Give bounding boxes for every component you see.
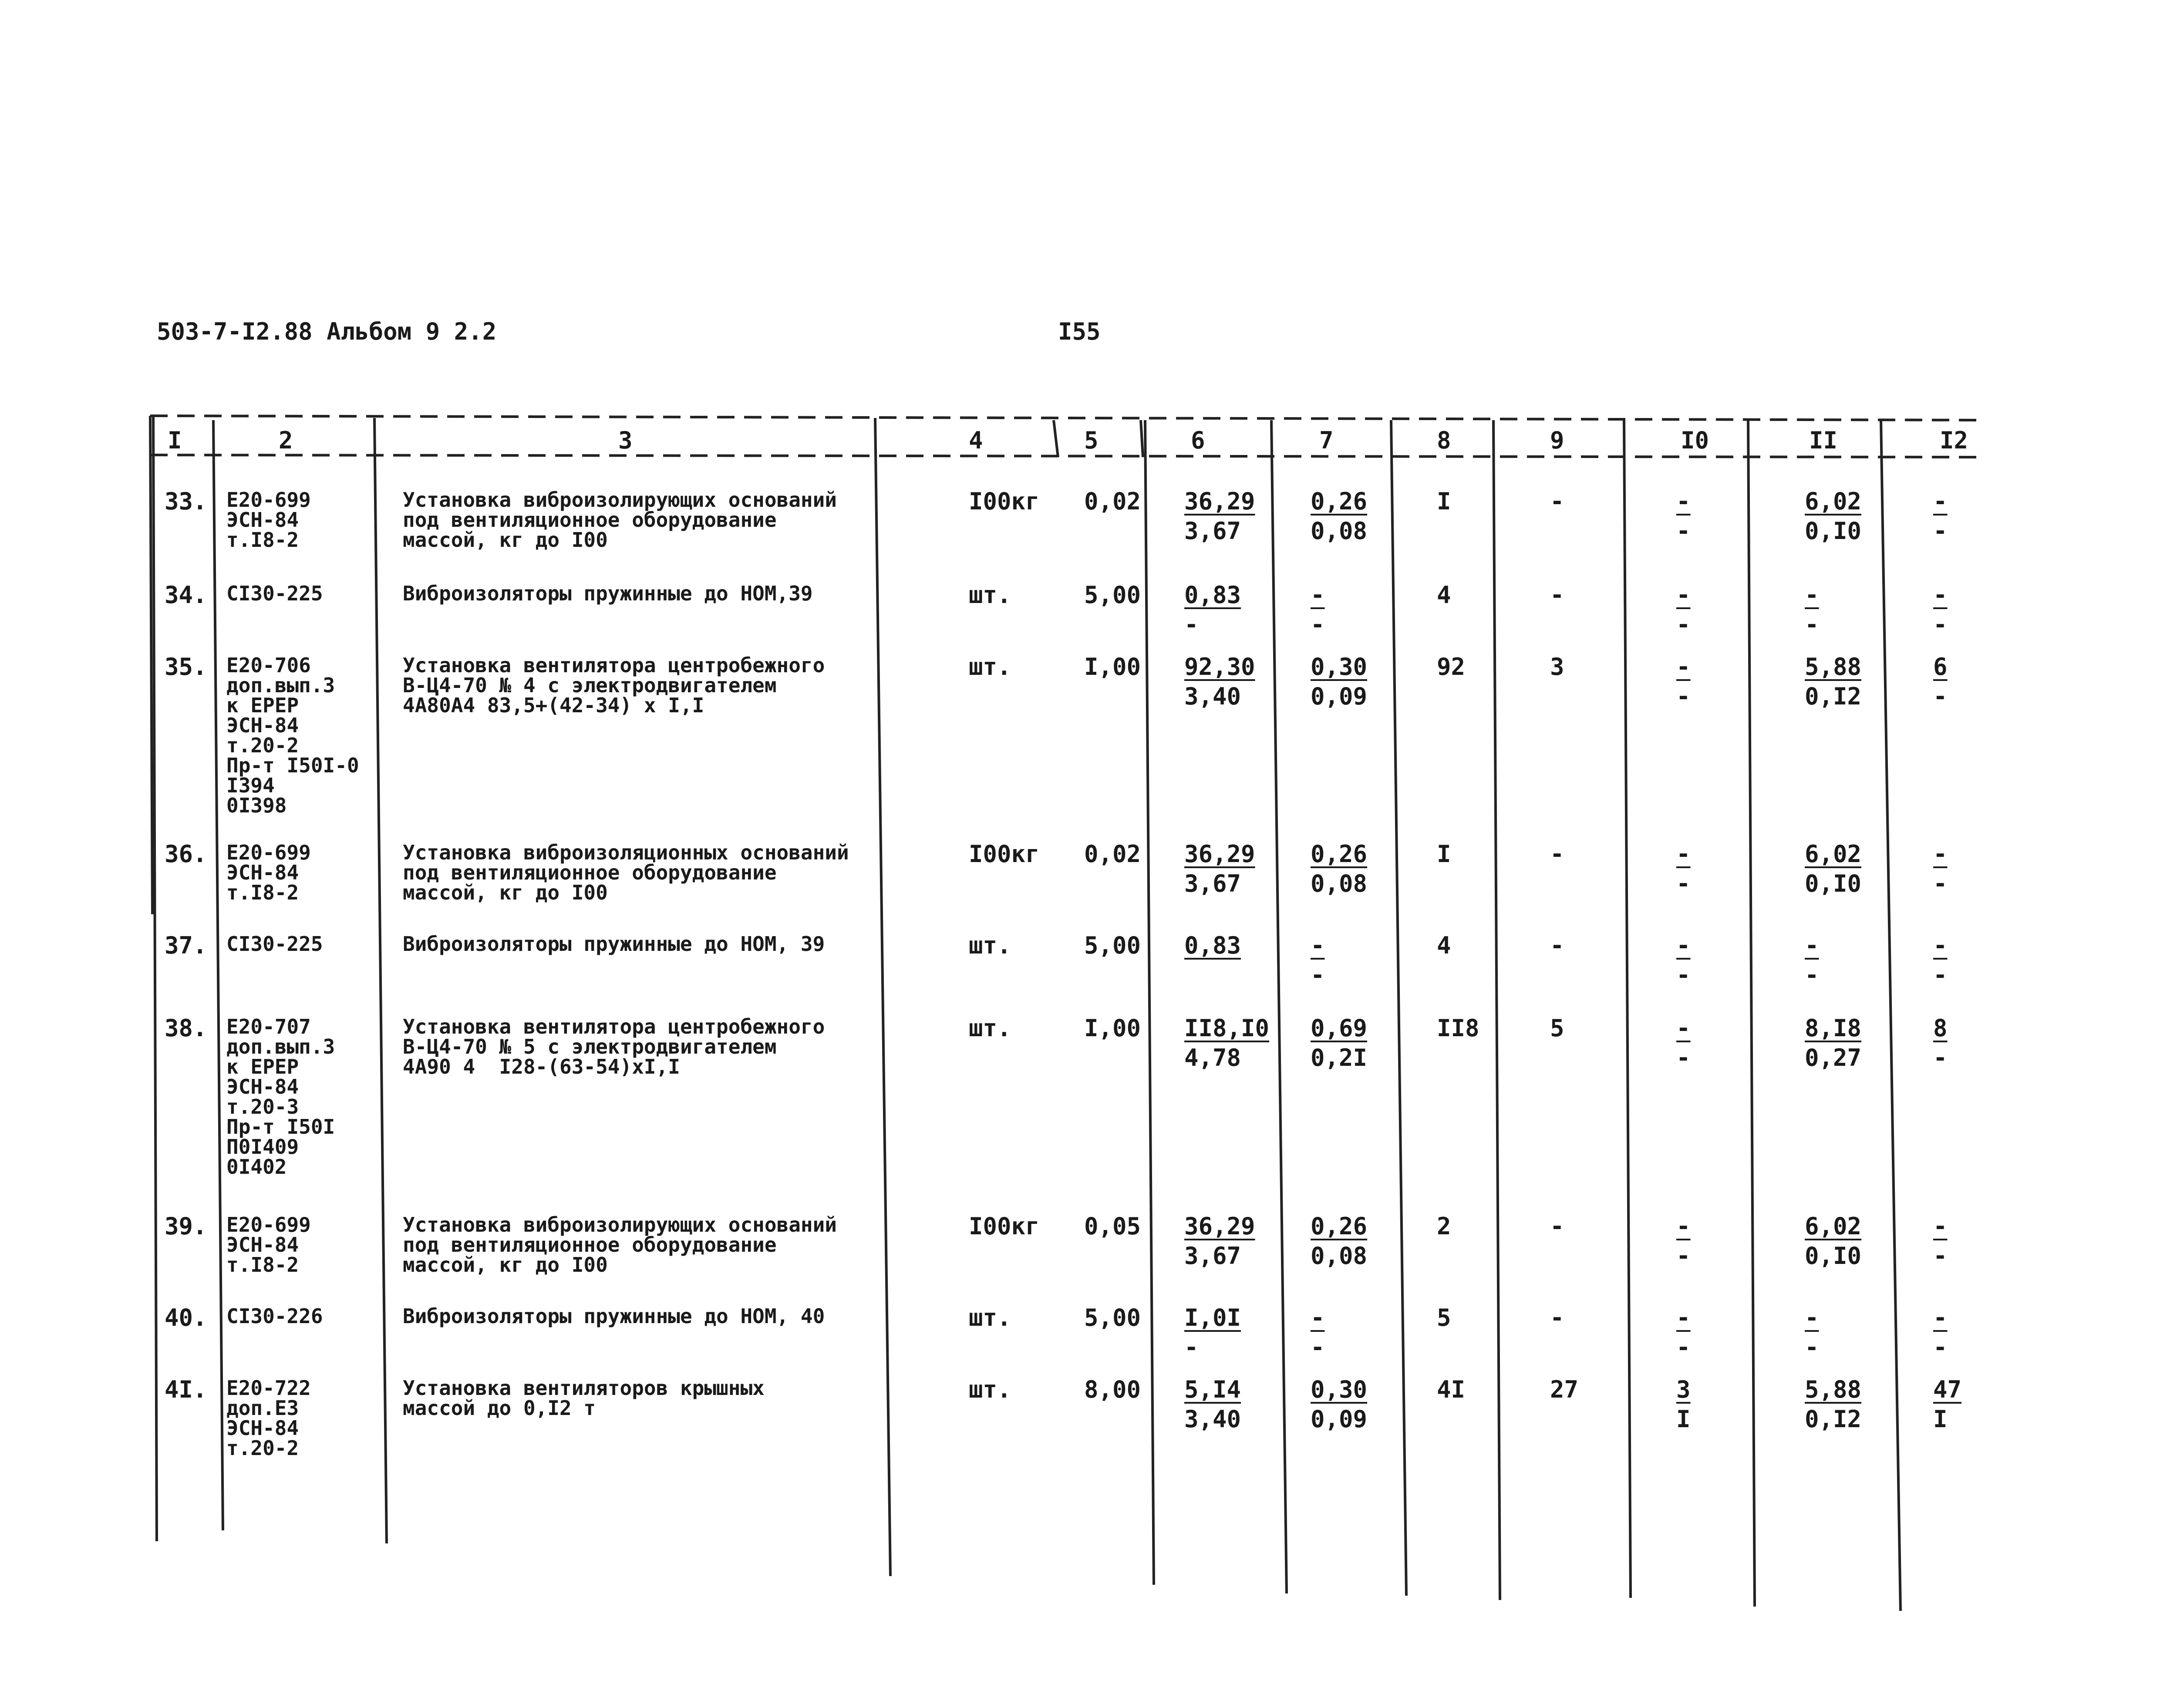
value-c11-top: 5,88 xyxy=(1805,653,1862,681)
value-c6-bottom: - xyxy=(1184,611,1199,638)
value-c12-top: - xyxy=(1933,488,1948,515)
value-c8: 4 xyxy=(1437,932,1451,959)
value-c11-bottom: - xyxy=(1805,1334,1819,1361)
unit: шт. xyxy=(969,653,1011,681)
column-header: 9 xyxy=(1550,427,1564,454)
quantity: 0,05 xyxy=(1084,1213,1141,1240)
row-number: 40. xyxy=(165,1304,207,1331)
row-number: 33. xyxy=(165,488,207,515)
value-c6-top: I,0I xyxy=(1184,1304,1241,1331)
quantity: 0,02 xyxy=(1084,488,1141,515)
value-c10-top: - xyxy=(1676,653,1691,681)
value-c7-bottom: 0,08 xyxy=(1311,870,1368,897)
value-c7-top: - xyxy=(1311,581,1325,609)
column-header: I0 xyxy=(1681,427,1709,454)
value-c11-bottom: 0,I0 xyxy=(1805,870,1862,897)
value-c10-bottom: - xyxy=(1676,1044,1691,1071)
value-c12-top: 47 xyxy=(1933,1376,1962,1403)
row-number: 37. xyxy=(165,932,207,959)
row-number: 35. xyxy=(165,653,207,681)
norm-code: Е20-707 доп.вып.3 к ЕРЕР ЭСН-84 т.20-3 Пр-т I50I П0I409 0I402 xyxy=(226,1015,335,1179)
value-c6-bottom: - xyxy=(1184,1334,1199,1361)
quantity: 8,00 xyxy=(1084,1376,1141,1403)
row-number: 36. xyxy=(165,840,207,868)
quantity: 5,00 xyxy=(1084,932,1141,959)
value-c11-bottom: 0,27 xyxy=(1805,1044,1862,1071)
value-c9: - xyxy=(1550,1213,1564,1240)
value-c10-bottom: - xyxy=(1676,1242,1691,1270)
value-c8: II8 xyxy=(1437,1014,1479,1042)
unit: шт. xyxy=(969,1304,1011,1331)
column-header: 3 xyxy=(618,427,633,454)
value-c8: 4I xyxy=(1437,1376,1466,1403)
value-c7-top: 0,26 xyxy=(1311,1213,1368,1240)
value-c11-bottom: - xyxy=(1805,961,1819,989)
value-c6-top: 36,29 xyxy=(1184,840,1255,868)
value-c12-top: - xyxy=(1933,1304,1948,1331)
norm-code: СI30-225 xyxy=(226,932,323,956)
row-number: 39. xyxy=(165,1213,207,1240)
value-c11-top: 5,88 xyxy=(1805,1376,1862,1403)
unit: шт. xyxy=(969,932,1011,959)
value-c12-top: - xyxy=(1933,581,1948,609)
value-c6-bottom: 3,40 xyxy=(1184,1405,1241,1433)
value-c7-top: 0,26 xyxy=(1311,840,1368,868)
value-c6-top: 36,29 xyxy=(1184,1213,1255,1240)
quantity: 5,00 xyxy=(1084,581,1141,609)
value-c12-bottom: - xyxy=(1933,1334,1948,1361)
norm-code: Е20-722 доп.ЕЗ ЭСН-84 т.20-2 xyxy=(226,1376,311,1460)
value-c12-bottom: - xyxy=(1933,683,1948,710)
value-c11-bottom: 0,I2 xyxy=(1805,1405,1862,1433)
value-c9: - xyxy=(1550,840,1564,868)
value-c10-bottom: - xyxy=(1676,517,1691,545)
value-c11-top: 8,I8 xyxy=(1805,1014,1862,1042)
value-c11-top: - xyxy=(1805,1304,1819,1331)
work-description: Установка виброизолирующих оснований под вентиляционное оборудование массой, кг до I00 xyxy=(403,488,837,552)
value-c8: I xyxy=(1437,840,1451,868)
value-c12-top: 6 xyxy=(1933,653,1948,681)
value-c6-top: 5,I4 xyxy=(1184,1376,1241,1403)
value-c12-bottom: - xyxy=(1933,870,1948,897)
value-c12-bottom: - xyxy=(1933,1242,1948,1270)
value-c10-bottom: I xyxy=(1676,1405,1691,1433)
value-c10-bottom: - xyxy=(1676,683,1691,710)
value-c7-top: 0,30 xyxy=(1311,653,1368,681)
row-number: 34. xyxy=(165,581,207,609)
unit: I00кг xyxy=(969,840,1040,868)
quantity: 0,02 xyxy=(1084,840,1141,868)
column-header: I xyxy=(168,427,182,454)
value-c7-bottom: 0,09 xyxy=(1311,1405,1368,1433)
value-c7-bottom: - xyxy=(1311,961,1325,989)
norm-code: СI30-225 xyxy=(226,582,323,605)
column-header: 4 xyxy=(969,427,983,454)
column-header: I2 xyxy=(1940,427,1968,454)
row-number: 38. xyxy=(165,1014,207,1042)
value-c9: - xyxy=(1550,488,1564,515)
value-c10-top: - xyxy=(1676,1304,1691,1331)
value-c7-bottom: 0,2I xyxy=(1311,1044,1368,1071)
value-c11-top: 6,02 xyxy=(1805,1213,1862,1240)
quantity: 5,00 xyxy=(1084,1304,1141,1331)
value-c6-top: 0,83 xyxy=(1184,581,1241,609)
quantity: I,00 xyxy=(1084,1014,1141,1042)
work-description: Установка виброизолирующих оснований под вентиляционное оборудование массой, кг до I00 xyxy=(403,1213,837,1277)
norm-code: СI30-226 xyxy=(226,1304,323,1328)
value-c7-bottom: 0,08 xyxy=(1311,1242,1368,1270)
value-c9: - xyxy=(1550,1304,1564,1331)
work-description: Установка виброизоляционных оснований под вентиляционное оборудование массой, кг до I00 xyxy=(403,841,849,904)
value-c7-bottom: - xyxy=(1311,1334,1325,1361)
value-c12-top: - xyxy=(1933,932,1948,959)
value-c7-bottom: 0,08 xyxy=(1311,517,1368,545)
work-description: Виброизоляторы пружинные до НОМ, 40 xyxy=(403,1304,825,1328)
value-c8: I xyxy=(1437,488,1451,515)
value-c6-bottom: 4,78 xyxy=(1184,1044,1241,1071)
norm-code: Е20-699 ЭСН-84 т.I8-2 xyxy=(226,1213,311,1277)
value-c10-top: - xyxy=(1676,1014,1691,1042)
document-code: 503-7-I2.88 Альбом 9 2.2 xyxy=(157,318,497,345)
column-header: 8 xyxy=(1437,427,1451,454)
value-c6-top: 92,30 xyxy=(1184,653,1255,681)
column-header: 2 xyxy=(279,427,293,454)
value-c10-bottom: - xyxy=(1676,611,1691,638)
value-c11-top: - xyxy=(1805,932,1819,959)
work-description: Установка вентиляторов крышных массой до 0,I2 т xyxy=(403,1376,765,1420)
unit: I00кг xyxy=(969,1213,1040,1240)
value-c7-bottom: 0,09 xyxy=(1311,683,1368,710)
value-c11-bottom: - xyxy=(1805,611,1819,638)
value-c6-bottom: 3,67 xyxy=(1184,870,1241,897)
value-c10-bottom: - xyxy=(1676,961,1691,989)
value-c12-bottom: - xyxy=(1933,961,1948,989)
value-c10-top: 3 xyxy=(1676,1376,1691,1403)
value-c8: 2 xyxy=(1437,1213,1451,1240)
column-header: 6 xyxy=(1191,427,1205,454)
work-description: Виброизоляторы пружинные до НОМ,39 xyxy=(403,582,813,605)
value-c6-bottom: 3,67 xyxy=(1184,517,1241,545)
value-c8: 92 xyxy=(1437,653,1466,681)
value-c7-top: 0,30 xyxy=(1311,1376,1368,1403)
value-c6-bottom: 3,67 xyxy=(1184,1242,1241,1270)
value-c6-bottom: 3,40 xyxy=(1184,683,1241,710)
column-header: II xyxy=(1809,427,1838,454)
value-c6-top: 36,29 xyxy=(1184,488,1255,515)
unit: шт. xyxy=(969,1014,1011,1042)
value-c11-bottom: 0,I0 xyxy=(1805,1242,1862,1270)
work-description: Установка вентилятора центробежного В-Ц4-70 № 4 с электродвигателем 4А80А4 83,5+(42-34) х I,I xyxy=(403,654,825,717)
value-c10-bottom: - xyxy=(1676,1334,1691,1361)
value-c9: 5 xyxy=(1550,1014,1564,1042)
value-c10-top: - xyxy=(1676,1213,1691,1240)
value-c10-top: - xyxy=(1676,488,1691,515)
value-c11-bottom: 0,I2 xyxy=(1805,683,1862,710)
column-header: 7 xyxy=(1319,427,1334,454)
quantity: I,00 xyxy=(1084,653,1141,681)
value-c6-top: 0,83 xyxy=(1184,932,1241,959)
work-description: Виброизоляторы пружинные до НОМ, 39 xyxy=(403,932,825,956)
row-number: 4I. xyxy=(165,1376,207,1403)
norm-code: Е20-706 доп.вып.3 к ЕРЕР ЭСН-84 т.20-2 Пр-т I50I-0 I394 0I398 xyxy=(226,654,359,817)
value-c8: 4 xyxy=(1437,581,1451,609)
value-c12-bottom: - xyxy=(1933,611,1948,638)
value-c9: - xyxy=(1550,932,1564,959)
norm-code: Е20-699 ЭСН-84 т.I8-2 xyxy=(226,841,311,904)
value-c7-top: 0,69 xyxy=(1311,1014,1368,1042)
value-c6-top: II8,I0 xyxy=(1184,1014,1270,1042)
value-c12-bottom: - xyxy=(1933,517,1948,545)
value-c10-top: - xyxy=(1676,932,1691,959)
value-c9: - xyxy=(1550,581,1564,609)
value-c12-bottom: I xyxy=(1933,1405,1948,1433)
value-c12-top: 8 xyxy=(1933,1014,1948,1042)
norm-code: Е20-699 ЭСН-84 т.I8-2 xyxy=(226,488,311,552)
value-c11-top: 6,02 xyxy=(1805,488,1862,515)
value-c7-bottom: - xyxy=(1311,611,1325,638)
value-c12-top: - xyxy=(1933,840,1948,868)
value-c9: 3 xyxy=(1550,653,1564,681)
column-header: 5 xyxy=(1084,427,1099,454)
value-c7-top: - xyxy=(1311,932,1325,959)
value-c7-top: - xyxy=(1311,1304,1325,1331)
value-c11-top: 6,02 xyxy=(1805,840,1862,868)
value-c12-bottom: - xyxy=(1933,1044,1948,1071)
value-c8: 5 xyxy=(1437,1304,1451,1331)
value-c11-bottom: 0,I0 xyxy=(1805,517,1862,545)
value-c9: 27 xyxy=(1550,1376,1579,1403)
work-description: Установка вентилятора центробежного В-Ц4-70 № 5 с электродвигателем 4А90 4 I28-(63-54)хI,I xyxy=(403,1015,825,1078)
unit: шт. xyxy=(969,1376,1011,1403)
value-c10-bottom: - xyxy=(1676,870,1691,897)
unit: шт. xyxy=(969,581,1011,609)
page-number: I55 xyxy=(1058,318,1101,345)
value-c12-top: - xyxy=(1933,1213,1948,1240)
value-c11-top: - xyxy=(1805,581,1819,609)
value-c7-top: 0,26 xyxy=(1311,488,1368,515)
value-c10-top: - xyxy=(1676,581,1691,609)
value-c10-top: - xyxy=(1676,840,1691,868)
unit: I00кг xyxy=(969,488,1040,515)
